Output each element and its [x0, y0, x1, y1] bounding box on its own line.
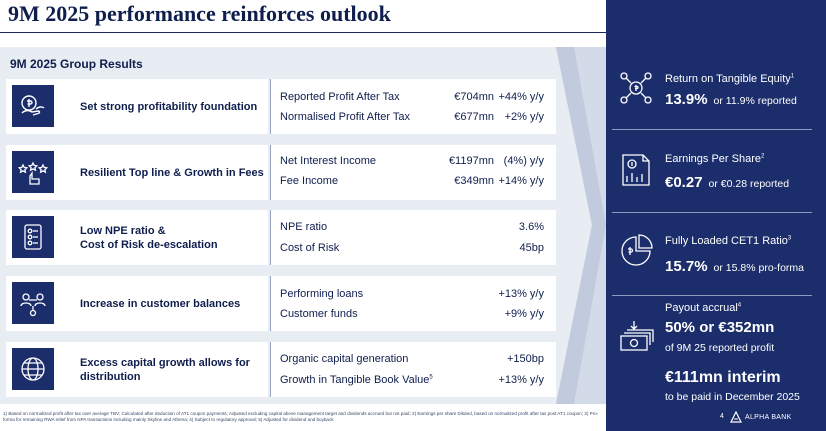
footnote-ref: 5: [429, 374, 433, 381]
row-label: Resilient Top line & Growth in Fees: [80, 166, 264, 179]
metric-value: €704mn: [454, 91, 494, 103]
kpi-divider: [612, 212, 812, 213]
section-title: 9M 2025 Group Results: [10, 57, 143, 71]
network-coin-icon: [618, 70, 654, 106]
metric-delta: +44% y/y: [498, 91, 544, 103]
metric-customer-funds: [280, 304, 544, 324]
metric-delta: +9% y/y: [504, 308, 544, 320]
metric-organic-capital: [280, 349, 544, 369]
metric-name: NPE ratio: [280, 221, 328, 233]
metric-performing-loans: [280, 284, 544, 304]
metric-delta: +150bp: [506, 353, 544, 365]
chevron-arrow-icon: [556, 47, 606, 404]
kpi-divider: [612, 295, 812, 296]
kpi-interim-note: to be paid in December 2025: [665, 391, 800, 403]
results-row-balances: [6, 276, 556, 331]
kpi-label: [665, 153, 764, 165]
pie-coin-icon: [618, 233, 654, 269]
kpi-value: 15.7%: [665, 258, 708, 275]
results-row-npe: [6, 210, 556, 265]
metric-name-text: Growth in Tangible Book Value: [280, 374, 430, 386]
alpha-bank-logo-icon: [730, 411, 742, 423]
metric-tbv-growth: [280, 370, 544, 390]
kpi-label-text: Payout accrual: [665, 302, 738, 314]
metric-delta: +2% y/y: [504, 111, 544, 123]
footnote-ref: 4: [737, 302, 742, 309]
footnote-ref: 2: [761, 153, 765, 160]
results-row-capital: [6, 342, 556, 397]
kpi-panel: [606, 0, 826, 431]
page-number: 4: [720, 413, 724, 420]
metric-fee-income: [280, 171, 544, 191]
row-header: [6, 145, 268, 200]
metric-name: Cost of Risk: [280, 242, 340, 254]
metric-nii: [280, 151, 544, 171]
metric-name: Reported Profit After Tax: [280, 91, 400, 103]
metric-delta: +13% y/y: [498, 288, 544, 300]
row-header: [6, 276, 268, 331]
metric-value: €1197mn: [448, 155, 494, 167]
kpi-label-text: Earnings Per Share: [665, 153, 761, 165]
page-title: 9M 2025 performance reinforces outlook: [8, 1, 391, 26]
metric-name: Fee Income: [280, 175, 339, 187]
metric-normalised-profit: [280, 107, 544, 127]
cash-payout-icon: [618, 318, 654, 354]
metric-delta: 45bp: [519, 242, 544, 254]
kpi-payout-note: of 9M 25 reported profit: [665, 342, 775, 354]
metric-value: €349mn: [454, 175, 494, 187]
metric-name: Performing loans: [280, 288, 364, 300]
report-chart-icon: [618, 152, 654, 188]
tablet-checklist-icon: [12, 216, 54, 258]
row-metrics: [270, 342, 556, 397]
kpi-note: or €0.28 reported: [708, 178, 790, 190]
metric-delta: +13% y/y: [498, 374, 544, 386]
metric-name: Net Interest Income: [280, 155, 376, 167]
row-label: [80, 342, 266, 397]
footnote: 1) Based on normalized profit after tax over average TBV; Calculated after deduction of AT1 coupon payments; Adjusted excluding capital above management target and dividends accrued but not paid; 2) Earnings per share Diluted, based on normalized profit after tax post AT1 coupon; 3) Pro-forma for remaining RWA relief from NPA transactions including mainly Skyline and Athena; 4) Subject to regulatory approval; 5) Adjusted for dividend and buyback: [3, 411, 599, 422]
row-label: Increase in customer balances: [80, 297, 241, 310]
brand-name: ALPHA BANK: [745, 414, 792, 421]
row-label-line: Cost of Risk de-escalation: [80, 238, 218, 251]
metric-value: €677mn: [454, 111, 494, 123]
row-label-line: Excess capital growth allows for: [80, 356, 250, 369]
row-metrics: [270, 276, 556, 331]
kpi-note: or 15.8% pro-forma: [713, 262, 805, 274]
footnote-ref: 1: [790, 73, 795, 80]
metric-delta: (4%) y/y: [503, 155, 544, 167]
kpi-interim-value: €111mn interim: [665, 369, 781, 386]
row-label: Set strong profitability foundation: [80, 100, 258, 113]
kpi-rote: [665, 91, 797, 109]
row-label: [80, 210, 266, 265]
row-metrics: [270, 79, 556, 134]
kpi-label: [665, 235, 791, 247]
kpi-label-text: Return on Tangible Equity: [665, 73, 791, 85]
results-row-topline: [6, 145, 556, 200]
row-label-line: Low NPE ratio &: [80, 224, 166, 237]
metric-delta: 3.6%: [518, 221, 544, 233]
kpi-divider: [612, 129, 812, 130]
kpi-value: €0.27: [665, 174, 703, 191]
kpi-label: [665, 73, 794, 85]
globe-icon: [12, 348, 54, 390]
metric-npe-ratio: [280, 217, 544, 237]
customer-network-icon: [12, 282, 54, 324]
metric-name: Normalised Profit After Tax: [280, 111, 411, 123]
kpi-cet1: [665, 258, 804, 276]
results-row-profitability: [6, 79, 556, 134]
row-metrics: [270, 145, 556, 200]
metric-name: Organic capital generation: [280, 353, 409, 365]
profit-coin-icon: [12, 85, 54, 127]
row-metrics: [270, 210, 556, 265]
kpi-label-text: Fully Loaded CET1 Ratio: [665, 235, 788, 247]
row-header: [6, 342, 268, 397]
kpi-label: [665, 302, 741, 314]
metric-name: Customer funds: [280, 308, 358, 320]
stars-hand-icon: [12, 151, 54, 193]
row-header: [6, 210, 268, 265]
metric-name: [280, 374, 494, 386]
row-label-line: distribution: [80, 370, 141, 383]
metric-delta: +14% y/y: [498, 175, 544, 187]
footnote-ref: 3: [787, 235, 792, 242]
kpi-eps: [665, 174, 789, 192]
kpi-value: 13.9%: [665, 91, 708, 108]
metric-cost-of-risk: [280, 238, 544, 258]
title-divider: [0, 32, 606, 33]
kpi-payout-value: 50% or €352mn: [665, 319, 775, 336]
row-header: [6, 79, 268, 134]
kpi-note: or 11.9% reported: [713, 95, 797, 107]
metric-reported-profit: [280, 87, 544, 107]
